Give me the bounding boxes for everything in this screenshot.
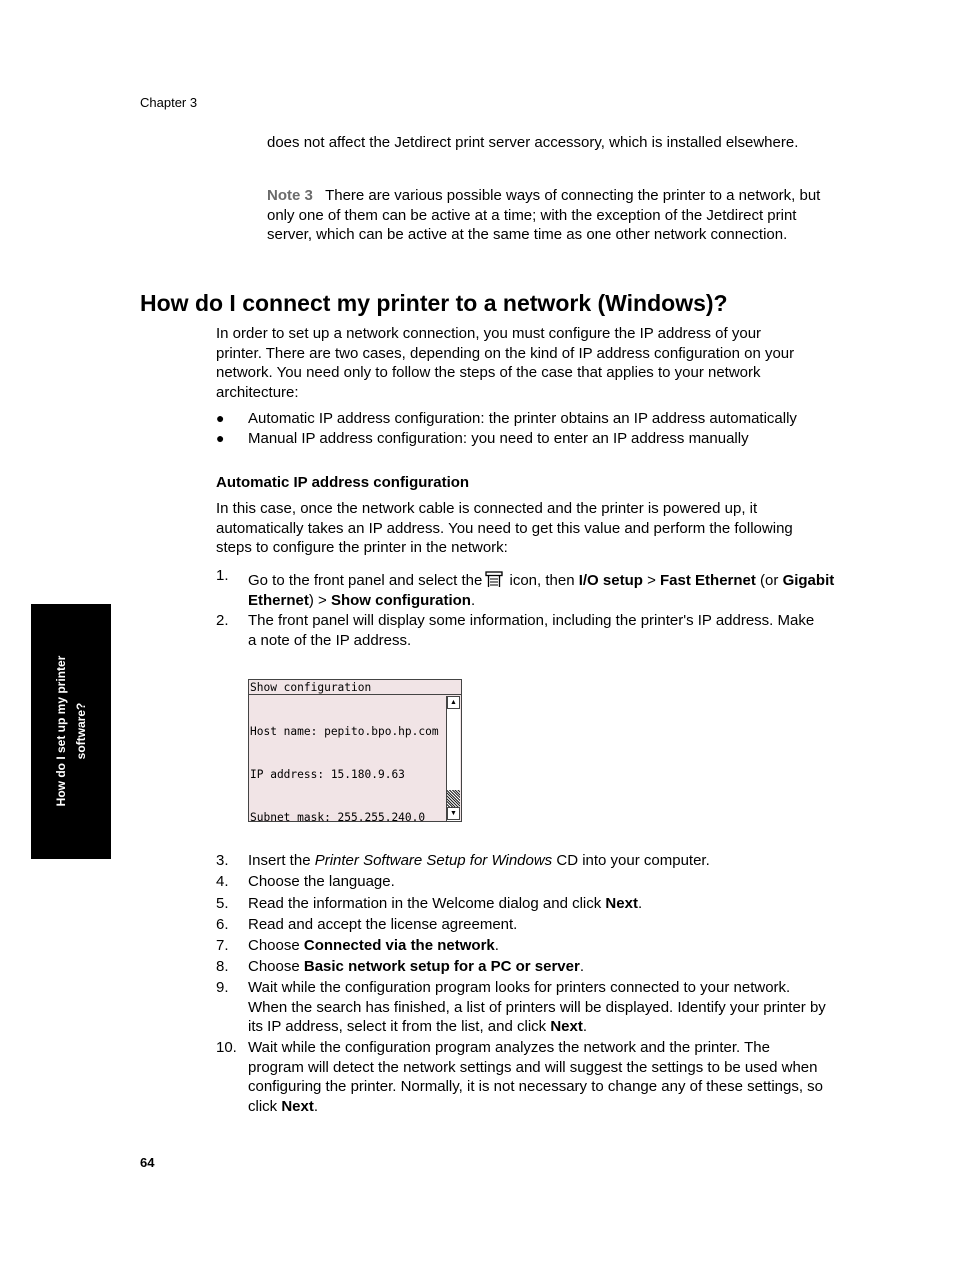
software-title: Printer Software Setup for Windows — [314, 852, 553, 869]
next-button-ref: Next — [550, 1018, 583, 1036]
chapter-side-tab — [31, 604, 111, 859]
step-text: . — [313, 1097, 319, 1115]
step-7 — [248, 936, 838, 956]
side-tab-line: software? — [74, 702, 88, 760]
step-2: The front panel will display some information, including the printer's IP address. Make a note of the IP address. — [248, 612, 815, 649]
panel-line: Host name: pepito.bpo.hp.com — [250, 725, 439, 739]
step-8 — [248, 957, 838, 977]
step-number: 9. — [216, 979, 229, 996]
step-9 — [248, 978, 826, 1037]
step-number: 7. — [216, 937, 229, 954]
step-4: Choose the language. — [248, 873, 395, 890]
panel-line: IP address: 15.180.9.63 — [250, 768, 405, 782]
panel-scrollbar[interactable] — [446, 696, 460, 821]
continued-paragraph: does not affect the Jetdirect print server accessory, which is installed elsewhere. — [267, 134, 799, 151]
bullet-item: Manual IP address configuration: you need to enter an IP address manually — [248, 430, 749, 447]
step-text: ) > — [308, 591, 327, 609]
step-text: . — [494, 937, 499, 954]
step-text: > — [647, 572, 656, 589]
step-3 — [248, 851, 838, 871]
step-text: Wait while the configuration program looks for printers connected to your network. When the search has finished, a list of printers will be displayed. Identify your printer by its IP address, select it from the list, and click — [248, 979, 826, 1036]
scroll-up-icon[interactable]: ▲ — [447, 696, 460, 709]
tray-icon — [485, 571, 503, 588]
section-heading: How do I connect my printer to a network (Windows)? — [140, 290, 728, 316]
step-number: 5. — [216, 895, 229, 912]
step-number: 6. — [216, 916, 229, 933]
side-tab-text — [51, 631, 91, 831]
subsection-paragraph: In this case, once the network cable is connected and the printer is powered up, it automatically takes an IP address. You need to get this value and perform the following steps to configure the printer in the network: — [216, 500, 793, 557]
step-text: CD into your computer. — [556, 852, 710, 869]
step-text: . — [582, 1018, 588, 1036]
section-paragraph: In order to set up a network connection, you must configure the IP address of your printer. There are two cases, depending on the kind of IP address configuration on your network. You need only to follow the steps of the case that applies to your network architecture: — [216, 325, 795, 401]
step-6: Read and accept the license agreement. — [248, 916, 518, 933]
step-text: Choose — [248, 937, 300, 954]
panel-line: Subnet mask: 255.255.240.0 — [250, 810, 426, 821]
step-text: icon, then — [509, 572, 575, 589]
step-1 — [248, 571, 838, 610]
step-text: Choose — [248, 958, 300, 975]
side-tab-line: How do I set up my printer — [54, 655, 68, 807]
scroll-down-icon[interactable]: ▼ — [447, 807, 460, 820]
step-text: . — [470, 591, 476, 609]
step-text: Go to the front panel and select the — [248, 572, 483, 589]
subsection-heading: Automatic IP address configuration — [216, 474, 470, 491]
step-text: Wait while the configuration program analyzes the network and the printer. The program will detect the network settings and will suggest the settings to be used when configuring the printer. Normally, it is not necessary to change any of these settings, so click — [248, 1039, 824, 1115]
panel-content — [249, 696, 446, 821]
step-text: . — [637, 895, 643, 912]
front-panel-screen — [248, 679, 462, 822]
bullet-icon: ● — [216, 430, 225, 446]
menu-gigabit-ethernet: Gigabit Ethernet — [248, 572, 835, 609]
chapter-label: Chapter 3 — [140, 95, 198, 110]
menu-show-configuration: Show configuration — [330, 591, 471, 609]
scroll-thumb[interactable] — [447, 790, 460, 808]
option-connected-via-network: Connected via the network — [303, 937, 495, 954]
step-5 — [248, 894, 838, 914]
step-number: 1. — [216, 567, 229, 584]
next-button-ref: Next — [281, 1097, 314, 1115]
step-text: . — [579, 958, 584, 975]
option-basic-network-setup: Basic network setup for a PC or server — [303, 958, 580, 975]
note-3 — [267, 186, 829, 245]
panel-title: Show configuration — [249, 680, 461, 695]
step-number: 4. — [216, 873, 229, 890]
step-number: 3. — [216, 852, 229, 869]
next-button-ref: Next — [605, 895, 638, 912]
step-number: 10. — [216, 1039, 237, 1056]
step-10 — [248, 1038, 826, 1116]
step-text: Insert the — [248, 852, 311, 869]
bullet-icon: ● — [216, 410, 225, 426]
menu-io-setup: I/O setup — [578, 572, 643, 589]
step-number: 2. — [216, 612, 229, 629]
step-number: 8. — [216, 958, 229, 975]
step-text: Read the information in the Welcome dialog and click — [248, 895, 602, 912]
note-label: Note 3 — [267, 187, 313, 204]
note-text: There are various possible ways of connecting the printer to a network, but only one of them can be active at a time; with the exception of the Jetdirect print server, which can be active at the same time as one other network connection. — [267, 187, 821, 244]
page-number: 64 — [140, 1155, 155, 1170]
step-text: (or — [760, 572, 779, 589]
menu-fast-ethernet: Fast Ethernet — [660, 572, 756, 589]
bullet-item: Automatic IP address configuration: the printer obtains an IP address automatically — [248, 410, 797, 427]
